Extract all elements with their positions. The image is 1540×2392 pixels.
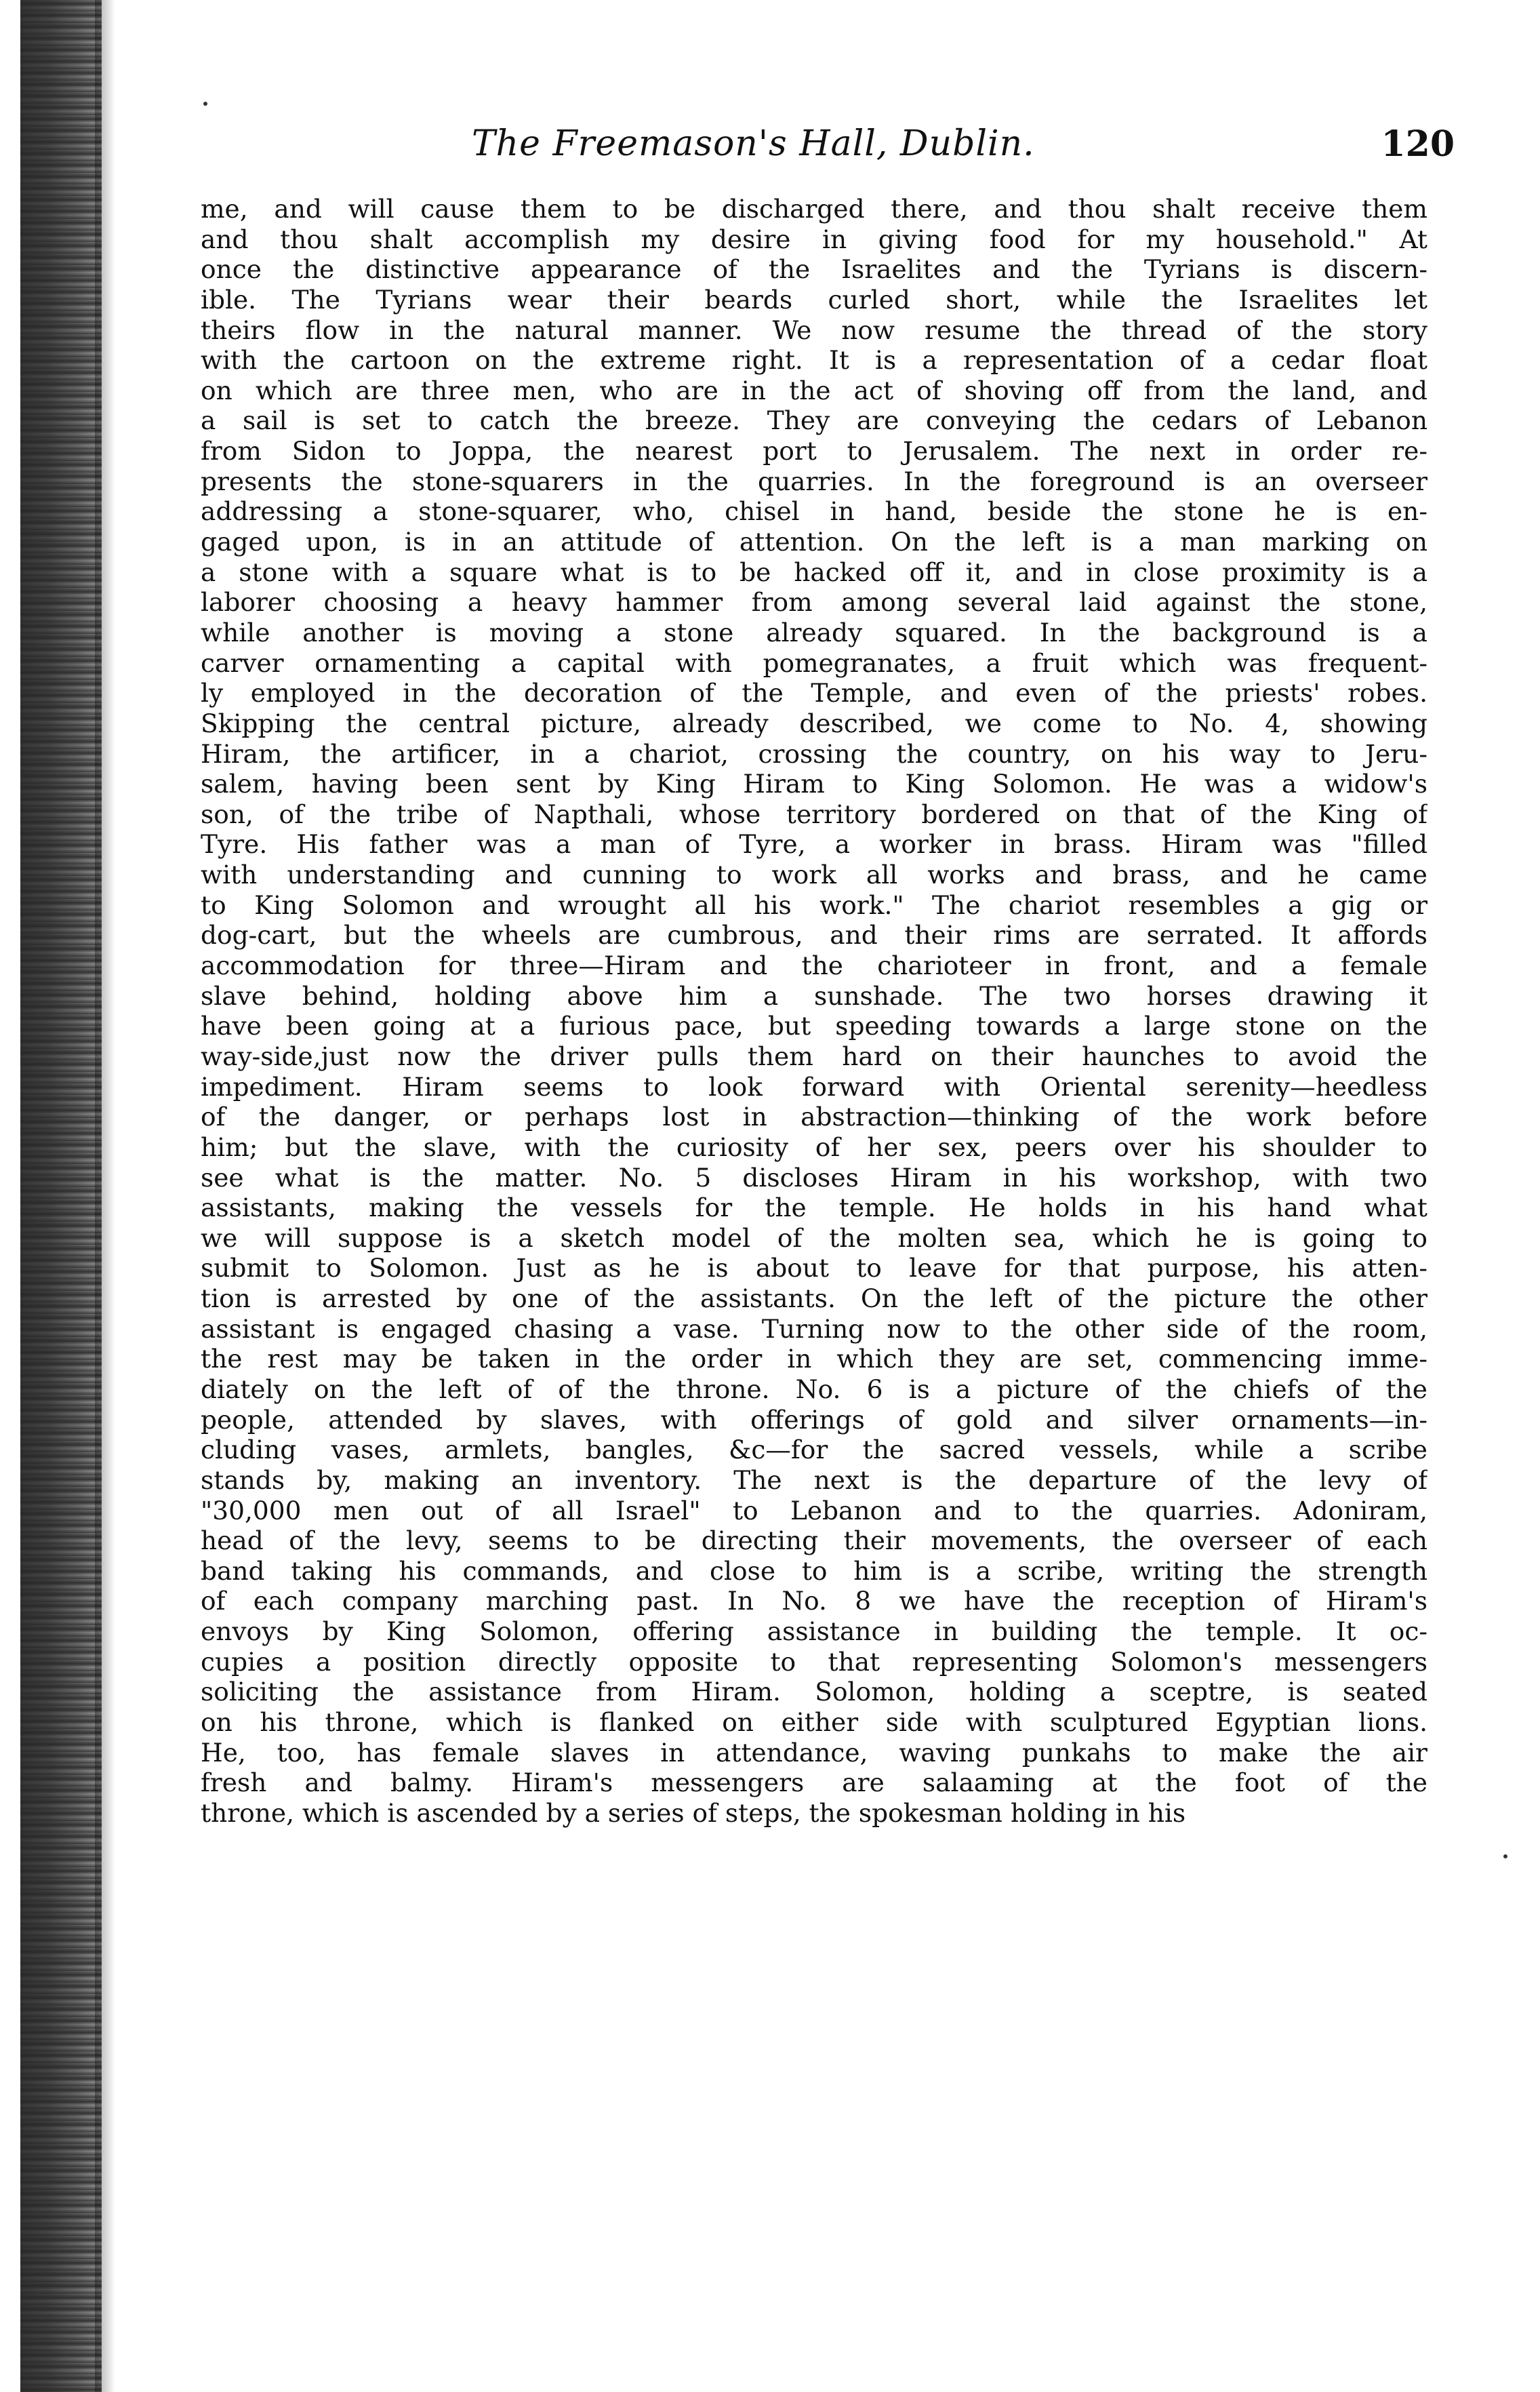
text-line: dog-cart, but the wheels are cumbrous, and their rims are serrated. It affords [201, 920, 1427, 951]
text-line: son, of the tribe of Napthali, whose territory bordered on that of the King of [201, 799, 1427, 829]
text-line: on which are three men, who are in the act of shoving off from the land, and [201, 375, 1427, 405]
page-number: 120 [1381, 123, 1455, 165]
text-line: ly employed in the decoration of the Temple, and even of the priests' robes. [201, 678, 1427, 709]
text-line: accommodation for three—Hiram and the charioteer in front, and a female [201, 951, 1427, 981]
text-line: tion is arrested by one of the assistants. On the left of the picture the other [201, 1283, 1427, 1314]
text-line: with the cartoon on the extreme right. It is a representation of a cedar float [201, 345, 1427, 376]
text-line: people, attended by slaves, with offerings of gold and silver ornaments—in- [201, 1404, 1427, 1435]
text-line: assistant is engaged chasing a vase. Turning now to the other side of the room, [201, 1313, 1427, 1344]
text-line: cupies a position directly opposite to that representing Solomon's messengers [201, 1646, 1427, 1677]
text-line: submit to Solomon. Just as he is about to leave for that purpose, his atten- [201, 1253, 1427, 1283]
text-line: a sail is set to catch the breeze. They are conveying the cedars of Lebanon [201, 405, 1427, 436]
text-line: fresh and balmy. Hiram's messengers are salaaming at the foot of the [201, 1768, 1427, 1798]
text-line: gaged upon, is in an attitude of attention. On the left is a man marking on [201, 527, 1427, 557]
text-line: a stone with a square what is to be hacked off it, and in close proximity is a [201, 557, 1427, 587]
text-line: and thou shalt accomplish my desire in giving food for my household." At [201, 224, 1427, 254]
text-line: laborer choosing a heavy hammer from among several laid against the stone, [201, 587, 1427, 618]
page-header [201, 123, 1455, 171]
text-line: ible. The Tyrians wear their beards curled short, while the Israelites let [201, 284, 1427, 315]
text-line: we will suppose is a sketch model of the molten sea, which he is going to [201, 1222, 1427, 1253]
running-title: The Freemason's Hall, Dublin. [472, 123, 1035, 164]
text-line: the rest may be taken in the order in which they are set, commencing imme- [201, 1344, 1427, 1374]
text-line: assistants, making the vessels for the temple. He holds in his hand what [201, 1193, 1427, 1223]
text-line: have been going at a furious pace, but speeding towards a large stone on the [201, 1011, 1427, 1041]
text-line: him; but the slave, with the curiosity of her sex, peers over his shoulder to [201, 1132, 1427, 1162]
text-line: see what is the matter. No. 5 discloses Hiram in his workshop, with two [201, 1162, 1427, 1193]
text-line: stands by, making an inventory. The next is the departure of the levy of [201, 1464, 1427, 1495]
text-line: presents the stone-squarers in the quarries. In the foreground is an overseer [201, 466, 1427, 496]
text-line: of the danger, or perhaps lost in abstraction—thinking of the work before [201, 1102, 1427, 1132]
text-line: from Sidon to Joppa, the nearest port to Jerusalem. The next in order re- [201, 436, 1427, 466]
text-line: carver ornamenting a capital with pomegranates, a fruit which was frequent- [201, 647, 1427, 678]
text-line: cluding vases, armlets, bangles, &c—for the sacred vessels, while a scribe [201, 1435, 1427, 1465]
text-line: envoys by King Solomon, offering assistance in building the temple. It oc- [201, 1616, 1427, 1647]
text-line: to King Solomon and wrought all his work." The chariot resembles a gig or [201, 890, 1427, 920]
text-line: Hiram, the artificer, in a chariot, crossing the country, on his way to Jeru- [201, 738, 1427, 769]
text-line: once the distinctive appearance of the Israelites and the Tyrians is discern- [201, 254, 1427, 285]
text-line: me, and will cause them to be discharged there, and thou shalt receive them [201, 194, 1427, 224]
text-line: way-side,just now the driver pulls them hard on their haunches to avoid the [201, 1041, 1427, 1071]
text-line: He, too, has female slaves in attendance, waving punkahs to make the air [201, 1737, 1427, 1768]
text-line: theirs flow in the natural manner. We now resume the thread of the story [201, 315, 1427, 345]
text-line: with understanding and cunning to work all works and brass, and he came [201, 860, 1427, 890]
scan-speck [203, 102, 207, 106]
text-line: salem, having been sent by King Hiram to King Solomon. He was a widow's [201, 769, 1427, 799]
text-line: band taking his commands, and close to him is a scribe, writing the strength [201, 1555, 1427, 1586]
book-spine-shadow [20, 0, 102, 2392]
spine-edge-gradient [95, 0, 115, 2392]
scan-speck [1503, 1854, 1507, 1858]
text-line: addressing a stone-squarer, who, chisel in hand, beside the stone he is en- [201, 496, 1427, 527]
text-line: Skipping the central picture, already described, we come to No. 4, showing [201, 708, 1427, 738]
text-line: impediment. Hiram seems to look forward with Oriental serenity—heedless [201, 1071, 1427, 1102]
text-line: "30,000 men out of all Israel" to Lebanon and to the quarries. Adoniram, [201, 1495, 1427, 1526]
text-line: soliciting the assistance from Hiram. Solomon, holding a sceptre, is seated [201, 1677, 1427, 1707]
text-line: head of the levy, seems to be directing their movements, the overseer of each [201, 1526, 1427, 1556]
text-line: on his throne, which is flanked on either side with sculptured Egyptian lions. [201, 1707, 1427, 1738]
body-text [201, 194, 1427, 1829]
text-line: Tyre. His father was a man of Tyre, a worker in brass. Hiram was "filled [201, 829, 1427, 860]
text-line: while another is moving a stone already squared. In the background is a [201, 617, 1427, 647]
text-line: throne, which is ascended by a series of steps, the spokesman holding in his [201, 1797, 1186, 1828]
text-line: of each company marching past. In No. 8 we have the reception of Hiram's [201, 1586, 1427, 1616]
text-line: slave behind, holding above him a sunshade. The two horses drawing it [201, 980, 1427, 1011]
text-line: diately on the left of of the throne. No. 6 is a picture of the chiefs of the [201, 1374, 1427, 1404]
